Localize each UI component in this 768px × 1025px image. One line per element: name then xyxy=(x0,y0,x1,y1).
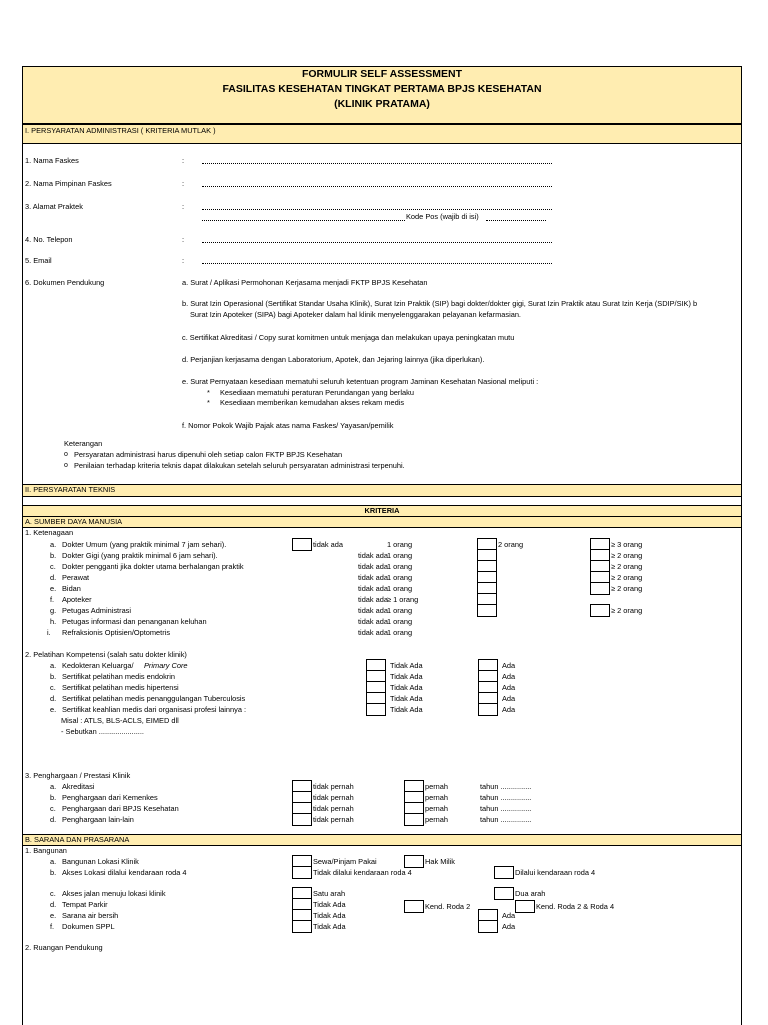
ketenagaan-label: Refraksionis Optisien/Optometris xyxy=(62,628,171,637)
option-label: Ada xyxy=(502,705,516,714)
option-label: Sewa/Pinjam Pakai xyxy=(313,857,377,866)
kode-pos-field[interactable] xyxy=(486,220,546,221)
nama-faskes-field[interactable] xyxy=(202,163,552,164)
option-label: tidak pernah xyxy=(313,804,354,813)
option-label: Hak Milik xyxy=(425,857,455,866)
dokumen-c: c. Sertifikat Akreditasi / Copy surat komitmen untuk menjaga dan melakukan upaya peningkatan mutu xyxy=(182,333,515,342)
misal-text: Misal : ATLS, BLS-ACLS, EIMED dll xyxy=(61,716,179,725)
option-label: tidak ada xyxy=(358,606,388,615)
star-bullet: * xyxy=(207,388,210,397)
alamat-field[interactable] xyxy=(202,209,552,210)
bullet-icon: o xyxy=(64,451,68,458)
field-label: 3. Alamat Praktek xyxy=(25,202,83,211)
checkbox[interactable] xyxy=(477,604,497,617)
penghargaan-label: Penghargaan dari Kemenkes xyxy=(62,793,158,802)
bangunan-label: Dokumen SPPL xyxy=(62,922,115,931)
row-letter: h. xyxy=(50,617,57,626)
option-label: pernah xyxy=(425,782,449,791)
ketenagaan-label: Bidan xyxy=(62,584,81,593)
option-label: Ada xyxy=(502,922,516,931)
ketenagaan-label: Dokter Umum (yang praktik minimal 7 jam sehari). xyxy=(62,540,227,549)
option-label: 1 orang xyxy=(387,573,413,582)
sebutkan-text: - Sebutkan ...................... xyxy=(61,727,144,736)
bangunan-label: Bangunan Lokasi Klinik xyxy=(62,857,139,866)
checkbox[interactable] xyxy=(515,900,535,913)
ruangan-title: 2. Ruangan Pendukung xyxy=(25,943,103,952)
dokumen-b-cont: Surat Izin Apoteker (SIPA) bagi Apoteker dalam hal klinik menyelenggarakan pelayanan kefarmasian. xyxy=(190,310,521,319)
option-label: 1 orang xyxy=(387,628,413,637)
bangunan-label: Sarana air bersih xyxy=(62,911,119,920)
telepon-field[interactable] xyxy=(202,242,552,243)
form-subtitle-2: (KLINIK PRATAMA) xyxy=(334,98,430,110)
sdm-band xyxy=(23,516,741,528)
row-letter: a. xyxy=(50,661,57,670)
form-subtitle: FASILITAS KESEHATAN TINGKAT PERTAMA BPJS KESEHATAN xyxy=(222,83,542,95)
row-letter: d. xyxy=(50,573,57,582)
row-letter: i. xyxy=(47,628,51,637)
checkbox[interactable] xyxy=(292,813,312,826)
option-label: 1 orang xyxy=(387,584,413,593)
form-title: FORMULIR SELF ASSESSMENT xyxy=(301,68,463,80)
checkbox[interactable] xyxy=(478,920,498,933)
option-label: ≥ 2 orang xyxy=(611,573,643,582)
email-field[interactable] xyxy=(202,263,552,264)
penghargaan-label: Penghargaan dari BPJS Kesehatan xyxy=(62,804,179,813)
option-label: ≥ 1 orang xyxy=(387,595,419,604)
option-label: ≥ 2 orang xyxy=(611,562,643,571)
option-label: tidak ada xyxy=(313,540,343,549)
alamat-field-2[interactable] xyxy=(202,220,405,221)
bangunan-label: Akses Lokasi dilalui kendaraan roda 4 xyxy=(62,868,187,877)
pelatihan-label: Sertifikat keahlian medis dari organisasi profesi lainnya : xyxy=(62,705,247,714)
dokumen-b: b. Surat Izin Operasional (Sertifikat Standar Usaha Klinik), Surat Izin Praktik (SIP) bagi dokter/dokter gigi, Surat Izin Praktik atau Surat Izin Kerja (SDIP/SIK) b xyxy=(182,299,698,308)
option-label: ≥ 2 orang xyxy=(611,606,643,615)
option-label: tahun ............... xyxy=(480,793,532,802)
pelatihan-label-italic: Primary Core xyxy=(144,661,188,670)
bangunan-label: Akses jalan menuju lokasi klinik xyxy=(62,889,166,898)
option-label: tahun ............... xyxy=(480,782,532,791)
keterangan-item: Persyaratan administrasi harus dipenuhi oleh setiap calon FKTP BPJS Kesehatan xyxy=(74,450,343,459)
option-label: 2 orang xyxy=(498,540,524,549)
checkbox[interactable] xyxy=(404,813,424,826)
penghargaan-label: Penghargaan lain-lain xyxy=(62,815,134,824)
section2-band xyxy=(23,484,741,497)
option-label: tidak ada xyxy=(358,551,388,560)
checkbox[interactable] xyxy=(404,900,424,913)
option-label: Tidak Ada xyxy=(313,922,346,931)
checkbox[interactable] xyxy=(292,538,312,551)
option-label: tidak pernah xyxy=(313,782,354,791)
row-letter: b. xyxy=(50,793,57,802)
option-label: tidak ada xyxy=(358,595,388,604)
option-label: Kend. Roda 2 & Roda 4 xyxy=(536,902,615,911)
option-label: tidak ada xyxy=(358,584,388,593)
keterangan-item: Penilaian terhadap kriteria teknis dapat dilakukan setelah seluruh persyaratan administrasi terpenuhi. xyxy=(74,461,405,470)
ketenagaan-label: Perawat xyxy=(62,573,90,582)
row-letter: c. xyxy=(50,804,56,813)
ketenagaan-label: Dokter pengganti jika dokter utama berhalangan praktik xyxy=(62,562,244,571)
row-letter: c. xyxy=(50,562,56,571)
field-sep: : xyxy=(182,156,185,165)
option-label: 1 orang xyxy=(387,551,413,560)
option-label: Ada xyxy=(502,694,516,703)
option-label: pernah xyxy=(425,815,449,824)
row-letter: a. xyxy=(50,782,57,791)
checkbox[interactable] xyxy=(292,920,312,933)
section1-title: I. PERSYARATAN ADMINISTRASI ( KRITERIA MUTLAK ) xyxy=(25,126,216,135)
option-label: tahun ............... xyxy=(480,815,532,824)
field-label: 4. No. Telepon xyxy=(25,235,73,244)
sdm-title: A. SUMBER DAYA MANUSIA xyxy=(25,517,123,526)
ketenagaan-label: Petugas Administrasi xyxy=(62,606,132,615)
option-label: Tidak Ada xyxy=(313,900,346,909)
option-label: Satu arah xyxy=(313,889,346,898)
field-sep: : xyxy=(182,202,185,211)
dokumen-d: d. Perjanjian kerjasama dengan Laboratorium, Apotek, dan Jejaring lainnya (jika diperlukan). xyxy=(182,355,485,364)
option-label: Kend. Roda 2 xyxy=(425,902,471,911)
option-label: tidak pernah xyxy=(313,815,354,824)
checkbox[interactable] xyxy=(366,703,386,716)
field-label: 2. Nama Pimpinan Faskes xyxy=(25,179,112,188)
option-label: tidak ada xyxy=(358,617,388,626)
option-label: tidak pernah xyxy=(313,793,354,802)
dokumen-f: f. Nomor Pokok Wajib Pajak atas nama Faskes/ Yayasan/pemilik xyxy=(182,421,394,430)
row-letter: a. xyxy=(50,857,57,866)
row-letter: g. xyxy=(50,606,57,615)
field-label: 5. Email xyxy=(25,256,52,265)
penghargaan-label: Akreditasi xyxy=(62,782,95,791)
option-label: tahun ............... xyxy=(480,804,532,813)
row-letter: e. xyxy=(50,584,57,593)
row-letter: e. xyxy=(50,911,57,920)
option-label: Ada xyxy=(502,672,516,681)
option-label: Tidak Ada xyxy=(390,694,423,703)
row-letter: d. xyxy=(50,900,57,909)
checkbox[interactable] xyxy=(494,866,514,879)
row-letter: d. xyxy=(50,694,57,703)
row-letter: d. xyxy=(50,815,57,824)
option-label: Tidak Ada xyxy=(390,683,423,692)
option-label: Tidak Ada xyxy=(313,911,346,920)
sarana-title: B. SARANA DAN PRASARANA xyxy=(25,835,130,844)
bangunan-title: 1. Bangunan xyxy=(25,846,67,855)
row-letter: b. xyxy=(50,551,57,560)
dokumen-e1: Kesediaan mematuhi peraturan Perundangan yang berlaku xyxy=(220,388,414,397)
checkbox[interactable] xyxy=(590,604,610,617)
row-letter: e. xyxy=(50,705,57,714)
option-label: pernah xyxy=(425,804,449,813)
pelatihan-label: Sertifikat pelatihan medis endokrin xyxy=(62,672,175,681)
option-label: Dua arah xyxy=(515,889,546,898)
dokumen-a: a. Surat / Aplikasi Permohonan Kerjasama menjadi FKTP BPJS Kesehatan xyxy=(182,278,428,287)
ketenagaan-label: Apoteker xyxy=(62,595,92,604)
dokumen-e: e. Surat Pernyataan kesediaan mematuhi seluruh ketentuan program Jaminan Kesehatan Nasional meliputi : xyxy=(182,377,539,386)
dokumen-e2: Kesediaan memberikan kemudahan akses rekam medis xyxy=(220,398,405,407)
ketenagaan-title: 1. Ketenagaan xyxy=(25,528,74,537)
ketenagaan-label: Dokter Gigi (yang praktik minimal 6 jam sehari). xyxy=(62,551,218,560)
section2-title: II. PERSYARATAN TEKNIS xyxy=(25,485,116,494)
bangunan-label: Tempat Parkir xyxy=(62,900,108,909)
pelatihan-label: Sertifikat pelatihan medis penanggulangan Tuberculosis xyxy=(62,694,246,703)
option-label: ≥ 2 orang xyxy=(611,584,643,593)
field-sep: : xyxy=(182,235,185,244)
option-label: Tidak Ada xyxy=(390,661,423,670)
option-label: tidak ada xyxy=(358,628,388,637)
option-label: Tidak dilalui kendaraan roda 4 xyxy=(313,868,412,877)
field-sep: : xyxy=(182,179,185,188)
kriteria-heading: KRITERIA xyxy=(364,506,400,515)
sarana-band xyxy=(23,834,741,846)
bullet-icon: o xyxy=(64,462,68,469)
row-letter: f. xyxy=(50,922,55,931)
row-letter: f. xyxy=(50,595,55,604)
option-label: 1 orang xyxy=(387,540,413,549)
option-label: Tidak Ada xyxy=(390,672,423,681)
option-label: Ada xyxy=(502,911,516,920)
option-label: tidak ada xyxy=(358,562,388,571)
option-label: Ada xyxy=(502,661,516,670)
kode-pos-label: Kode Pos (wajib di isi) xyxy=(406,212,479,221)
checkbox[interactable] xyxy=(590,582,610,595)
row-letter: b. xyxy=(50,672,57,681)
keterangan-title: Keterangan xyxy=(64,439,103,448)
dokumen-label: 6. Dokumen Pendukung xyxy=(25,278,105,287)
checkbox[interactable] xyxy=(292,866,312,879)
option-label: ≥ 3 orang xyxy=(611,540,643,549)
option-label: 1 orang xyxy=(387,606,413,615)
row-letter: a. xyxy=(50,540,57,549)
field-label: 1. Nama Faskes xyxy=(25,156,79,165)
option-label: 1 orang xyxy=(387,562,413,571)
checkbox[interactable] xyxy=(478,703,498,716)
penghargaan-title: 3. Penghargaan / Prestasi Klinik xyxy=(25,771,131,780)
checkbox[interactable] xyxy=(404,855,424,868)
option-label: Tidak Ada xyxy=(390,705,423,714)
row-letter: b. xyxy=(50,868,57,877)
option-label: 1 orang xyxy=(387,617,413,626)
star-bullet: * xyxy=(207,398,210,407)
field-sep: : xyxy=(182,256,185,265)
nama-pimpinan-field[interactable] xyxy=(202,186,552,187)
row-letter: c. xyxy=(50,683,56,692)
option-label: Dilalui kendaraan roda 4 xyxy=(515,868,596,877)
option-label: pernah xyxy=(425,793,449,802)
pelatihan-title: 2. Pelatihan Kompetensi (salah satu dokter klinik) xyxy=(25,650,187,659)
option-label: tidak ada xyxy=(358,573,388,582)
pelatihan-label: Sertifikat pelatihan medis hipertensi xyxy=(62,683,179,692)
pelatihan-label: Kedokteran Keluarga/ xyxy=(62,661,134,670)
ketenagaan-label: Petugas informasi dan penanganan keluhan xyxy=(62,617,207,626)
option-label: ≥ 2 orang xyxy=(611,551,643,560)
option-label: Ada xyxy=(502,683,516,692)
row-letter: c. xyxy=(50,889,56,898)
checkbox[interactable] xyxy=(494,887,514,900)
